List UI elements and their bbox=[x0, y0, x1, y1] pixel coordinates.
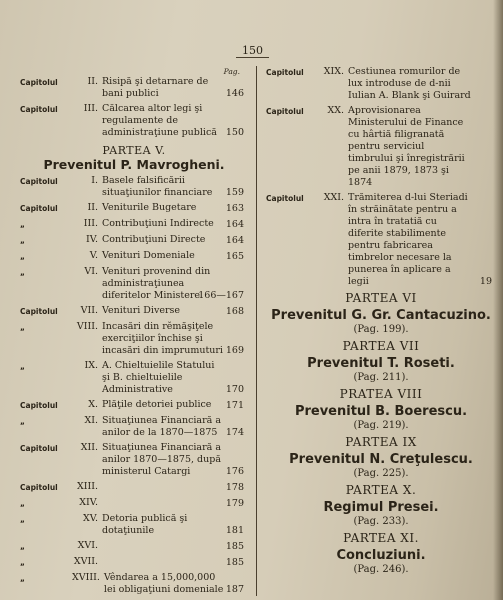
chapter-page: 185 bbox=[225, 541, 244, 552]
section-page-ref: (Pag. 225). bbox=[353, 468, 409, 479]
chapter-label: „ bbox=[20, 542, 25, 551]
toc-entry bbox=[20, 360, 248, 396]
chapter-page: 19 bbox=[479, 276, 492, 287]
chapter-number: VII. bbox=[80, 305, 98, 316]
chapter-title: Veniturile Bugetare bbox=[102, 202, 197, 213]
section-page-ref: (Pag. 219). bbox=[353, 420, 409, 431]
chapter-number: XII. bbox=[80, 442, 98, 453]
toc-entry bbox=[20, 76, 248, 100]
chapter-label: „ bbox=[20, 558, 25, 567]
right-column bbox=[266, 66, 496, 578]
chapter-title: Venituri provenind din administraţiunea diferitelor Ministere bbox=[102, 266, 211, 301]
toc-entry bbox=[20, 321, 248, 357]
part-title: PARTEA VII bbox=[342, 339, 420, 353]
chapter-page: 170 bbox=[225, 384, 244, 395]
left-chapter-list bbox=[20, 175, 248, 596]
chapter-number: XIV. bbox=[79, 497, 98, 508]
part-title: PARTEA XI. bbox=[343, 531, 419, 545]
part-title: PARTEA IX bbox=[345, 435, 417, 449]
section-title: Regimul Presei. bbox=[323, 500, 439, 515]
chapter-number: III. bbox=[83, 218, 98, 229]
chapter-number: XV. bbox=[83, 513, 98, 524]
chapter-title: Plăţile detoriei publice bbox=[102, 399, 212, 410]
toc-entry bbox=[20, 266, 248, 302]
section-title: Prevenitul G. Gr. Cantacuzino. bbox=[271, 308, 491, 323]
chapter-title: Basele falsificării situaţiunilor financiare bbox=[102, 175, 213, 198]
part-title: PARTEA VI bbox=[345, 291, 417, 305]
chapter-title: Situaţiunea Financiară a anilor de la 1870—1875 bbox=[102, 415, 221, 438]
column-divider bbox=[256, 66, 257, 596]
chapter-number: VIII. bbox=[76, 321, 98, 332]
section-title: Prevenitul B. Boerescu. bbox=[294, 404, 468, 419]
chapter-label: „ bbox=[20, 323, 25, 332]
chapter-number: X. bbox=[88, 399, 98, 410]
section-title: Prevenitul T. Roseti. bbox=[307, 356, 455, 371]
chapter-page: 185 bbox=[225, 557, 244, 568]
section-title: Prevenitul P. Mavrogheni. bbox=[43, 157, 225, 172]
chapter-number: I. bbox=[91, 175, 98, 186]
chapter-number: XIX. bbox=[323, 66, 344, 77]
chapter-page: 181 bbox=[225, 525, 244, 536]
chapter-title: Cestiunea romurilor de lux introduse de d-nii Iulian A. Blank şi Guirard bbox=[348, 66, 471, 101]
chapter-title: Aprovisionarea Ministerului de Finance cu hârtiă filigranată pentru serviciul timbrului şi înregistrării pe anii 1879, 1873 şi 1874 bbox=[348, 105, 465, 188]
chapter-number: VI. bbox=[84, 266, 98, 277]
part-title: PARTEA X. bbox=[345, 483, 417, 497]
chapter-label: Capitolul bbox=[20, 177, 58, 186]
chapter-label: „ bbox=[20, 220, 25, 229]
chapter-page: 178 bbox=[225, 482, 244, 493]
part-title: PRATEA VIII bbox=[339, 387, 423, 401]
chapter-page: 169 bbox=[225, 345, 244, 356]
section-page-ref: (Pag. 199). bbox=[353, 324, 409, 335]
toc-entry bbox=[20, 218, 248, 231]
chapter-page: 150 bbox=[225, 127, 244, 138]
toc-entry bbox=[20, 175, 248, 199]
chapter-page: 163 bbox=[225, 203, 244, 214]
toc-entry bbox=[20, 250, 248, 263]
chapter-title: Călcarea altor legi şi regulamente de administraţiune publică bbox=[102, 103, 217, 138]
toc-entry bbox=[266, 66, 496, 102]
chapter-page: 187 bbox=[225, 584, 244, 595]
chapter-title: A. Chieltuielile Statului şi B. chieltuielile Administrative bbox=[102, 360, 215, 395]
section-page-ref: (Pag. 211). bbox=[353, 372, 409, 383]
toc-entry bbox=[266, 105, 496, 189]
chapter-title: Risipă şi detarnare de bani publici bbox=[102, 76, 209, 99]
section-page-ref: (Pag. 246). bbox=[353, 564, 409, 575]
toc-entry bbox=[20, 305, 248, 318]
chapter-page: 179 bbox=[225, 498, 244, 509]
chapter-page: 165 bbox=[225, 251, 244, 262]
chapter-label: Capitolul bbox=[20, 307, 58, 316]
chapter-title: Venituri Domeniale bbox=[102, 250, 195, 261]
chapter-page: 176 bbox=[225, 466, 244, 477]
toc-entry bbox=[20, 234, 248, 247]
toc-entry bbox=[20, 415, 248, 439]
chapter-page: 164 bbox=[225, 235, 244, 246]
chapter-page: 159 bbox=[225, 187, 244, 198]
chapter-page: 168 bbox=[225, 306, 244, 317]
chapter-title: Incasări din rĕmăşiţele exerciţiilor închise şi incasări din imprumuturi bbox=[102, 321, 223, 356]
chapter-label: Capitolul bbox=[20, 483, 58, 492]
chapter-label: Capitolul bbox=[266, 68, 304, 77]
right-chapter-list bbox=[266, 66, 496, 288]
left-column bbox=[20, 66, 248, 599]
left-top-entries bbox=[20, 76, 248, 139]
chapter-label: Capitolul bbox=[20, 204, 58, 213]
chapter-number: XXI. bbox=[323, 192, 344, 203]
pag-header: Pag. bbox=[223, 67, 240, 76]
chapter-title: Venituri Diverse bbox=[102, 305, 180, 316]
page-number: 150 bbox=[236, 44, 269, 58]
chapter-title: Vêndarea a 15,000,000 lei obligaţiuni domeniale bbox=[103, 572, 224, 595]
toc-entry bbox=[20, 103, 248, 139]
toc-entry bbox=[20, 202, 248, 215]
chapter-label: Capitolul bbox=[20, 78, 58, 87]
chapter-number: XIII. bbox=[76, 481, 98, 492]
chapter-page: 171 bbox=[225, 400, 244, 411]
toc-entry bbox=[20, 513, 248, 537]
chapter-number: XX. bbox=[327, 105, 344, 116]
chapter-title: Situaţiunea Financiară a anilor 1870—1875, după ministerul Catargi bbox=[102, 442, 221, 477]
chapter-label: „ bbox=[20, 362, 25, 371]
chapter-page: 174 bbox=[225, 427, 244, 438]
chapter-label: Capitolul bbox=[20, 105, 58, 114]
chapter-label: „ bbox=[20, 574, 25, 583]
chapter-title: Contribuţiuni Indirecte bbox=[102, 218, 214, 229]
chapter-number: XVIII. bbox=[72, 572, 100, 583]
chapter-title: Detoria publică şi dotaţiunile bbox=[102, 513, 188, 536]
chapter-number: III. bbox=[83, 103, 98, 114]
toc-entry bbox=[20, 497, 248, 510]
chapter-label: Capitolul bbox=[266, 107, 304, 116]
chapter-label: „ bbox=[20, 417, 25, 426]
chapter-page: 166—167 bbox=[198, 290, 244, 301]
binding-shadow bbox=[493, 0, 503, 600]
toc-entry bbox=[20, 442, 248, 478]
chapter-number: XVI. bbox=[77, 540, 98, 551]
chapter-page: 146 bbox=[225, 88, 244, 99]
chapter-label: „ bbox=[20, 499, 25, 508]
chapter-number: II. bbox=[87, 202, 98, 213]
toc-entry bbox=[20, 556, 248, 569]
chapter-label: „ bbox=[20, 236, 25, 245]
chapter-number: XVII. bbox=[73, 556, 98, 567]
chapter-page: 164 bbox=[225, 219, 244, 230]
toc-entry bbox=[20, 540, 248, 553]
toc-entry bbox=[266, 192, 496, 288]
toc-entry bbox=[20, 481, 248, 494]
chapter-number: IX. bbox=[84, 360, 98, 371]
chapter-number: V. bbox=[89, 250, 98, 261]
chapter-label: „ bbox=[20, 515, 25, 524]
chapter-title: Contribuţiuni Directe bbox=[102, 234, 206, 245]
part-title: PARTEA V. bbox=[102, 144, 166, 157]
toc-entry bbox=[20, 399, 248, 412]
chapter-label: „ bbox=[20, 268, 25, 277]
section-page-ref: (Pag. 233). bbox=[353, 516, 409, 527]
section-title: Prevenitul N. Creţulescu. bbox=[289, 452, 473, 467]
chapter-label: „ bbox=[20, 252, 25, 261]
chapter-label: Capitolul bbox=[20, 401, 58, 410]
chapter-label: Capitolul bbox=[20, 444, 58, 453]
chapter-number: II. bbox=[87, 76, 98, 87]
chapter-number: XI. bbox=[84, 415, 98, 426]
right-sections bbox=[266, 292, 496, 576]
toc-entry bbox=[20, 572, 248, 596]
chapter-number: IV. bbox=[86, 234, 98, 245]
section-title: Concluziuni. bbox=[336, 548, 426, 563]
chapter-title: Trămiterea d-lui Steriadi în străinătate pentru a intra în tratatiă cu diferite stabilimente pentru fabricarea timbrelor necesare la punerea în aplicare a legii bbox=[348, 192, 468, 287]
chapter-label: Capitolul bbox=[266, 194, 304, 203]
